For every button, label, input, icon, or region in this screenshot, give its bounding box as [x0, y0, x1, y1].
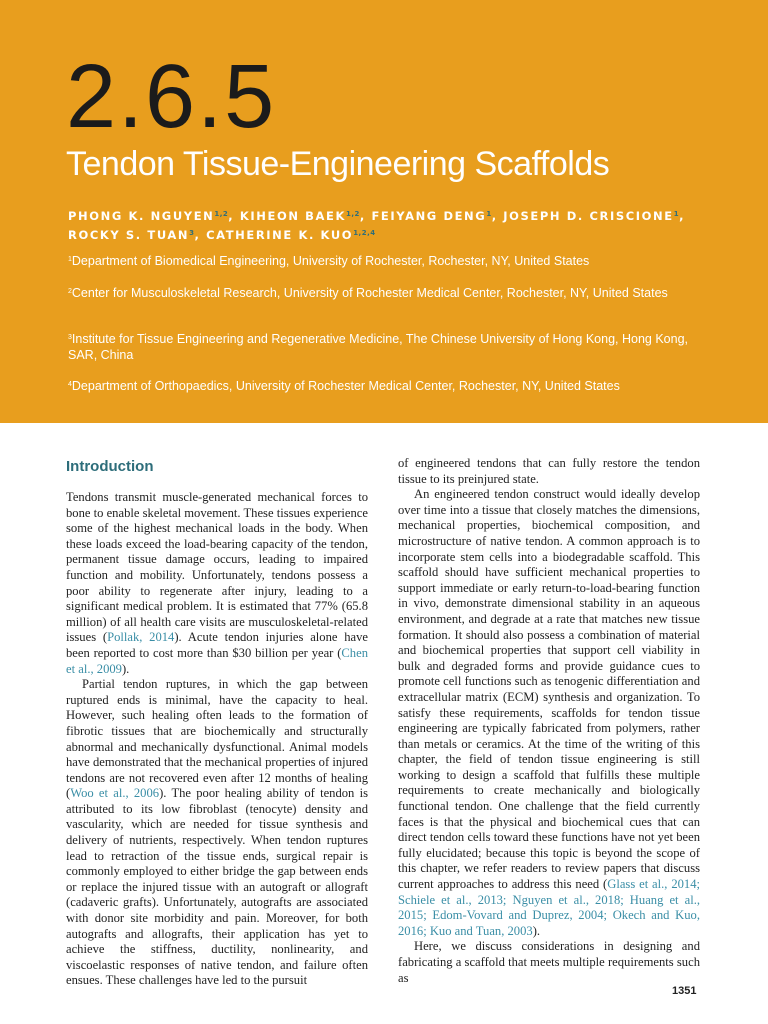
author: JOSEPH D. CRISCIONE$^1$,: [503, 209, 686, 223]
chapter-header-banner: [0, 0, 768, 423]
author: PHONG K. NGUYEN$^{1,2}$,: [68, 209, 240, 223]
affiliation-text: Department of Biomedical Engineering, University of Rochester, Rochester, NY, United States: [71, 254, 590, 268]
affiliation: [68, 377, 708, 394]
author-affiliation-ref: 1,2: [345, 210, 360, 218]
affiliation-text: Center for Musculoskeletal Research, University of Rochester Medical Center, Rochester, NY, United States: [71, 286, 668, 300]
affiliation: [68, 330, 708, 363]
author-name: ROCKY S. TUAN: [68, 228, 190, 242]
author: KIHEON BAEK$^{1,2}$,: [239, 209, 372, 223]
citation-link[interactable]: Woo et al., 2006: [70, 786, 160, 801]
author-name: CATHERINE K. KUO: [206, 228, 354, 242]
citation-link[interactable]: Glass et al., 2014; Schiele et al., 2013; Nguyen et al., 2018; Huang et al., 2015; Edom-Vovard and Duprez, 2004; Okech and Kuo, 2016; Kuo and Tuan, 2003: [398, 877, 701, 938]
affiliation-number: 2: [68, 288, 72, 295]
body-paragraph: Here, we discuss considerations in designing and fabricating a scaffold that meets multiple requirements such as: [398, 939, 700, 985]
citation-link[interactable]: Chen et al., 2009: [66, 645, 368, 676]
author-affiliation-ref: 1: [673, 210, 680, 218]
author-affiliation-ref: 1: [486, 210, 492, 218]
author-name: FEIYANG DENG: [371, 209, 487, 223]
left-column: [66, 455, 368, 989]
author-name: KIHEON BAEK: [239, 209, 346, 223]
affiliation-number: 4: [68, 381, 72, 388]
author: [206, 228, 376, 242]
right-column: [398, 456, 700, 986]
author-list: [68, 206, 708, 244]
chapter-title: Tendon Tissue-Engineering Scaffolds: [66, 145, 610, 183]
affiliation-text: Institute for Tissue Engineering and Regenerative Medicine, The Chinese University of Hong Kong, Hong Kong, SAR, China: [68, 332, 689, 362]
body-paragraph: An engineered tendon construct would ideally develop over time into a tissue that closely matches the dimensions, mechanical properties, biochemical composition, and microstructure of native tendon. A common approach is to incorporate stem cells into a biodegradable scaffold. This scaffold should have sufficient mechanical properties to support immediate or early return-to-load-bearing function in vivo, demonstrate dimensional stability in an aqueous environment, and degrade at a rate that matches new tissue formation. It should also possess a combination of material and biochemical properties that support cell viability in bulk and degraded forms and provide guidance cues to promote cell functions such as tenogenic differentiation and extracellular matrix (ECM) synthesis and organization. To satisfy these requirements, scaffolds for tendon tissue engineering are typically fabricated from polymers, rather than metals or ceramics. At the time of the writing of this chapter, the field of tendon tissue engineering is still working to design a scaffold that fulfills these multiple requirements to create mechanically and biologically functional tendon. One challenge that the field currently faces is that the physical and biochemical cues that can direct tendon cells toward these functions have not yet been fully elucidated; because this topic is beyond the scope of this chapter, we refer readers to review papers that discuss current approaches to address this need (Glass et al., 2014; Schiele et al., 2013; Nguyen et al., 2018; Huang et al., 2015; Edom-Vovard and Duprez, 2004; Okech and Kuo, 2016; Kuo and Tuan, 2003).: [398, 487, 701, 938]
author: ROCKY S. TUAN$^3$,: [68, 228, 207, 242]
affiliation-text: Department of Orthopaedics, University of Rochester Medical Center, Rochester, NY, United States: [71, 379, 620, 393]
affiliation: [68, 284, 708, 301]
body-paragraph: of engineered tendons that can fully restore the tendon tissue to its preinjured state.: [398, 456, 700, 486]
page-number: 1351: [672, 985, 697, 997]
body-paragraph: Tendons transmit muscle-generated mechanical forces to bone to enable skeletal movement. These tissues experience some of the highest mechanical loads in the body. When these loads exceed the load-bearing capacity of the tendon, permanent tissue damage occurs, leading to impaired function and mobility. Unfortunately, tendons possess a poor ability to regenerate after injury, leading to a significant medical problem. It is estimated that 77% (65.8 million) of all health care visits are musculoskeletal-related issues (Pollak, 2014). Acute tendon injuries alone have been reported to cost more than $30 billion per year (Chen et al., 2009).: [66, 490, 369, 676]
author-affiliation-ref: 1,2: [214, 210, 229, 218]
author-name: JOSEPH D. CRISCIONE: [503, 209, 674, 223]
affiliation: [68, 252, 708, 269]
body-paragraph: Partial tendon ruptures, in which the gap between ruptured ends is minimal, have the capacity to heal. However, such healing often leads to the formation of fibrotic tissues that are biochemically and structurally abnormal and mechanically dysfunctional. Animal models have demonstrated that the mechanical properties of injured tendons are not recovered even after 12 months of healing (Woo et al., 2006). The poor healing ability of tendon is attributed to its low fibroblast (tenocyte) density and vascularity, which are needed for tissue synthesis and delivery of nutrients, respectively. When tendon ruptures lead to retraction of the tissue ends, surgical repair is commonly employed to either bridge the gap between ends or replace the injured tissue with an autograft or allograft (cadaveric grafts). Unfortunately, autografts are associated with donor site morbidity and pain. Moreover, for both autografts and allografts, their application has yet to achieve the stiffness, ductility, nonlinearity, and viscoelastic responses of native tendon, and failure often ensues. These challenges have led to the pursuit: [66, 677, 368, 988]
section-title-introduction: Introduction: [66, 458, 154, 475]
author-affiliation-ref: 1,2,4: [353, 229, 376, 237]
citation-link[interactable]: Pollak, 2014: [107, 630, 175, 645]
affiliation-number: 1: [68, 256, 72, 263]
chapter-number: 2.6.5: [66, 47, 277, 147]
author-name: PHONG K. NGUYEN: [68, 209, 215, 223]
author: FEIYANG DENG$^1$,: [371, 209, 504, 223]
author-affiliation-ref: 3: [189, 229, 195, 237]
affiliation-number: 3: [68, 334, 72, 341]
